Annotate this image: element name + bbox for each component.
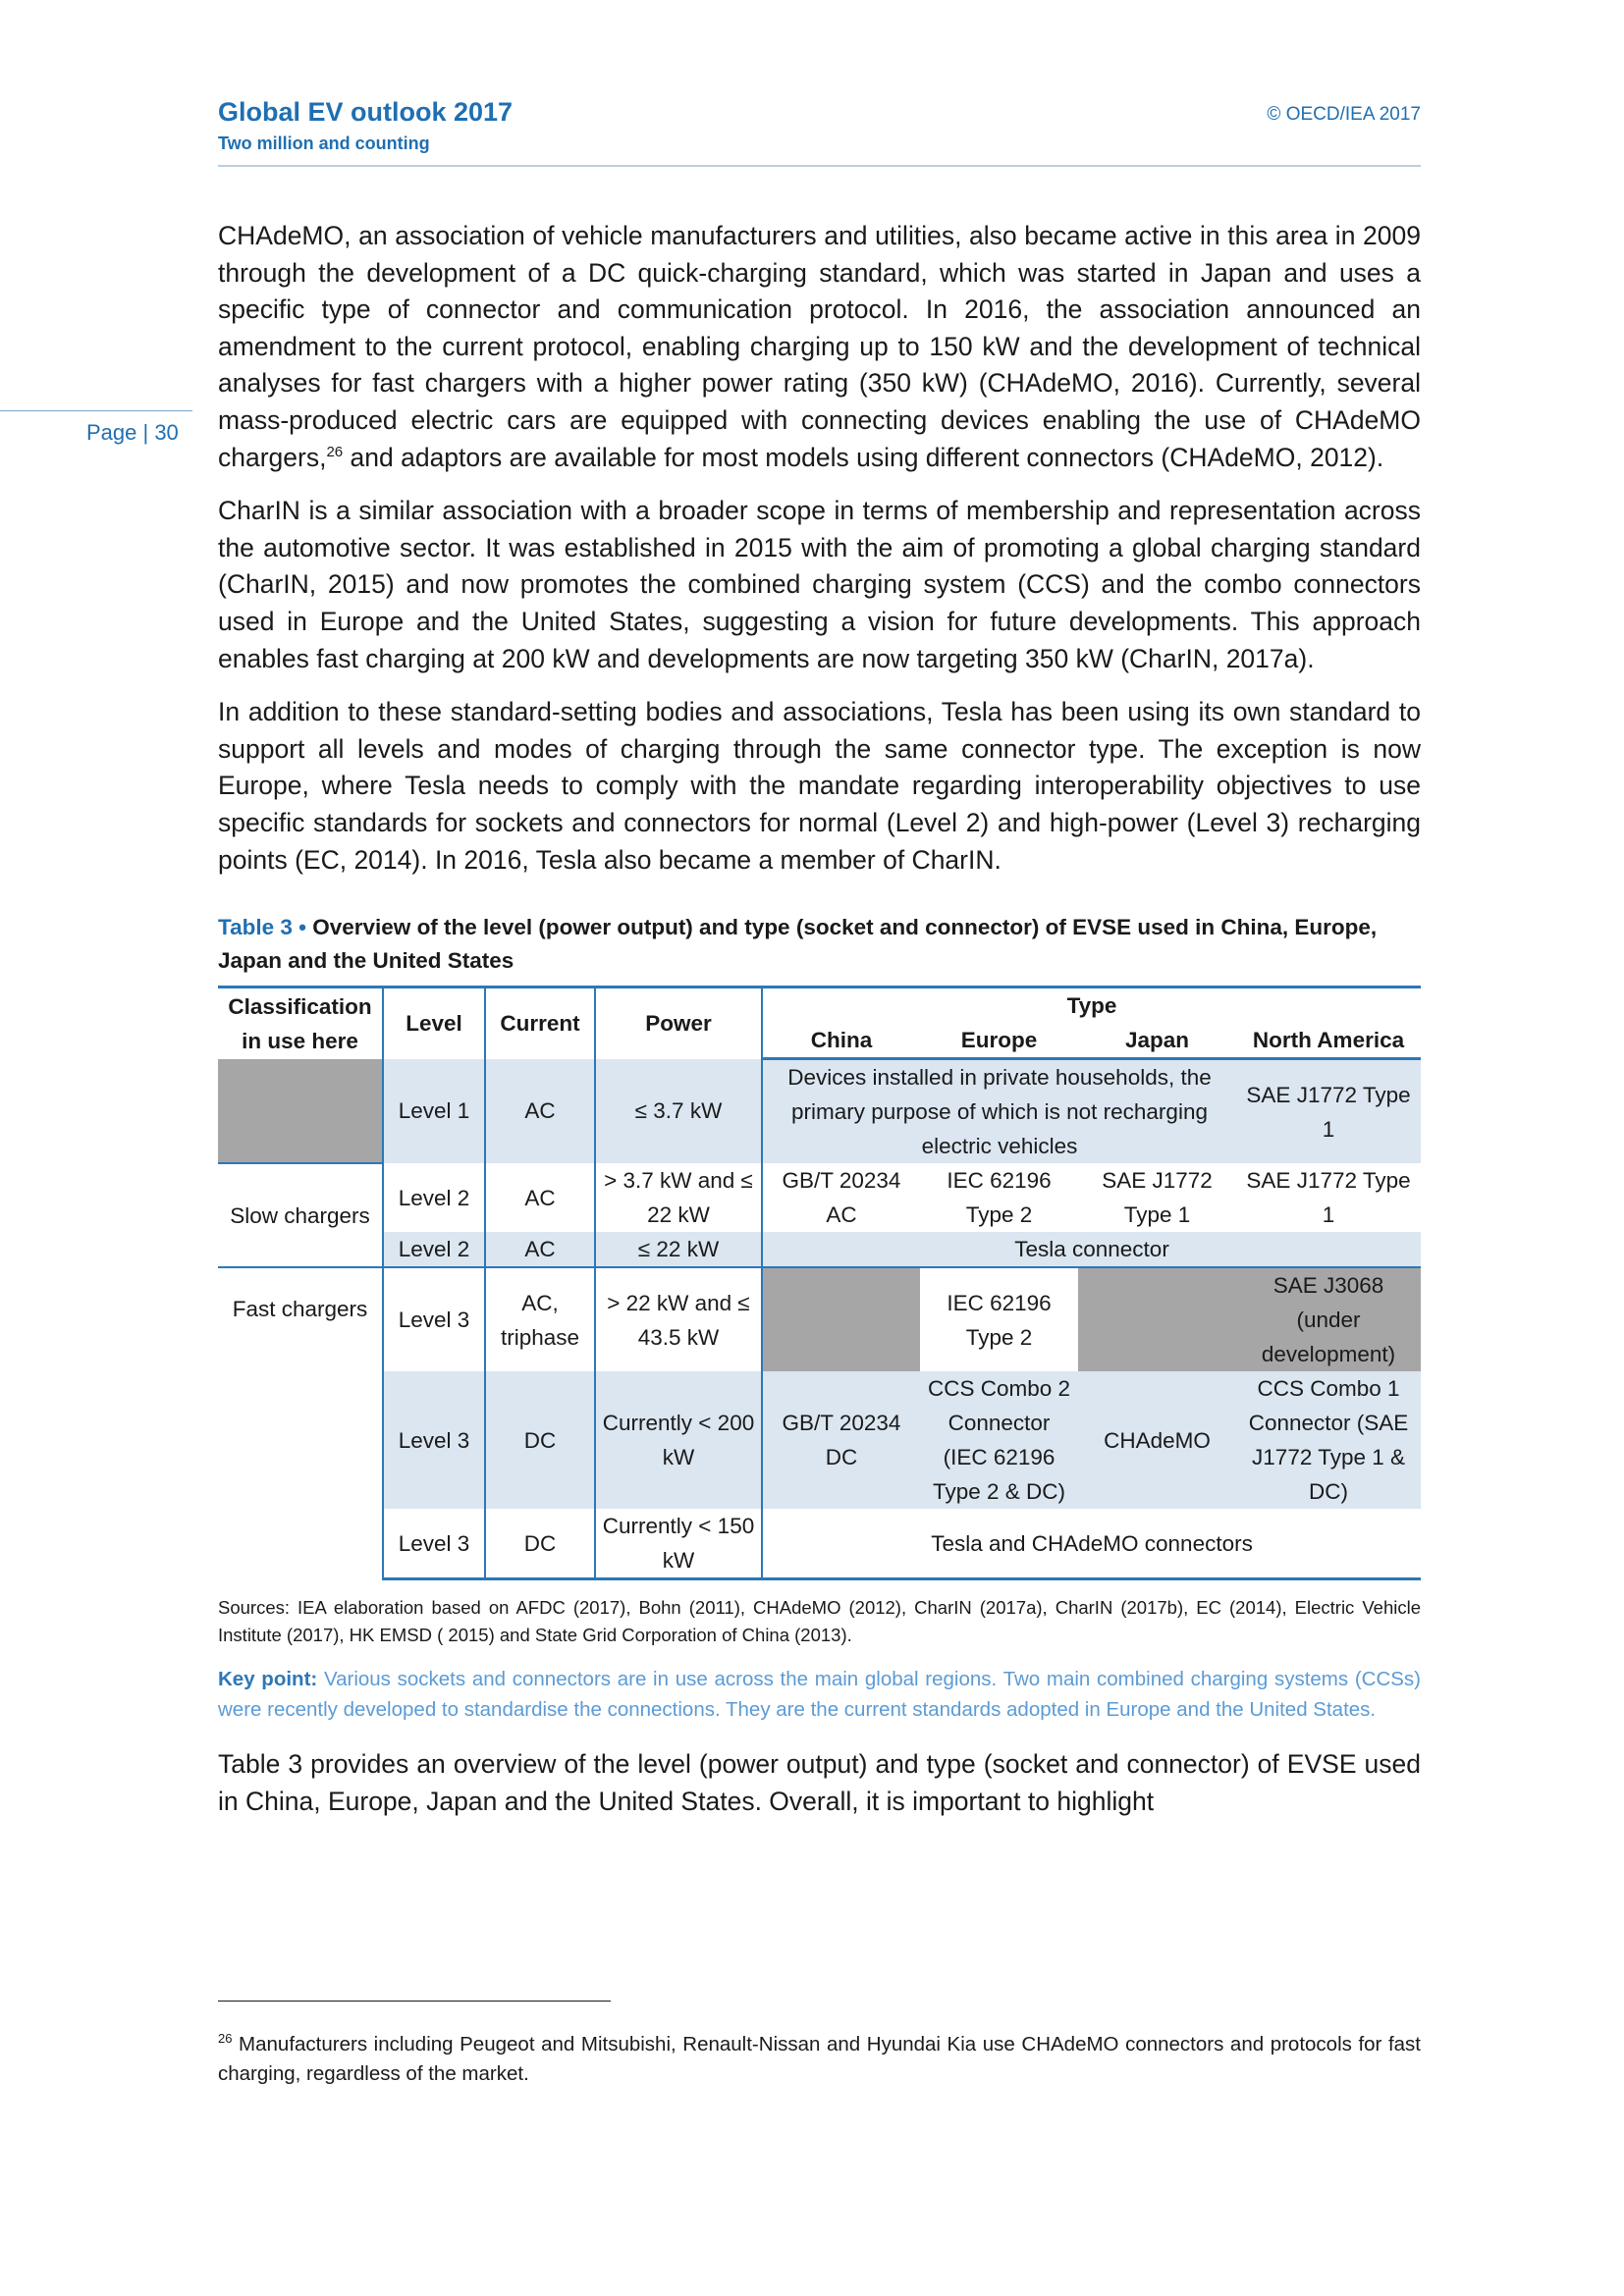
cell-china: GB/T 20234 DC <box>762 1371 920 1509</box>
cell-europe: IEC 62196 Type 2 <box>920 1267 1078 1371</box>
table-caption <box>218 911 1421 978</box>
cell-china: GB/T 20234 AC <box>762 1163 920 1232</box>
report-subtitle: Two million and counting <box>218 133 430 153</box>
header-type: Type <box>762 988 1421 1024</box>
cell-level: Level 1 <box>383 1059 485 1164</box>
header-china: China <box>762 1023 920 1059</box>
paragraph-chademo-text-end: and adaptors are available for most models using different connectors (CHAdeMO, 2012). <box>343 442 1384 472</box>
header-level: Level <box>383 988 485 1059</box>
cell-empty-classification <box>218 1059 383 1164</box>
footnote-number: 26 <box>218 2031 233 2047</box>
report-title: Global EV outlook 2017 <box>218 97 514 127</box>
cell-tesla-chademo: Tesla and CHAdeMO connectors <box>762 1509 1421 1579</box>
table-row-fast-ac <box>218 1267 1421 1371</box>
header-japan: Japan <box>1078 1023 1236 1059</box>
cell-current: AC <box>485 1059 595 1164</box>
table-header-row <box>218 988 1421 1024</box>
cell-japan: CHAdeMO <box>1104 1427 1211 1453</box>
cell-level: Level 3 <box>383 1509 485 1579</box>
cell-level: Level 3 <box>383 1371 485 1509</box>
body-content <box>218 218 1421 1837</box>
footnote-reference[interactable]: 26 <box>326 443 344 460</box>
paragraph-tesla: In addition to these standard-setting bodies and associations, Tesla has been using its own standard to support all levels and modes of charging through the same connector type. The exception is now Europe, where Tesla needs to comply with the mandate regarding interoperability objectives to use specific standards for sockets and connectors for normal (Level 2) and high-power (Level 3) recharging points (EC, 2014). In 2016, Tesla also became a member of CharIN. <box>218 697 1421 875</box>
cell-tesla-connector: Tesla connector <box>762 1232 1421 1267</box>
header-power: Power <box>595 988 762 1059</box>
table-row-slow-level2 <box>218 1163 1421 1232</box>
key-point-label: Key point: <box>218 1668 318 1691</box>
footnote <box>218 2030 1421 2089</box>
paragraph-chademo <box>218 218 1421 476</box>
key-point <box>218 1665 1421 1725</box>
cell-north-america: SAE J1772 Type 1 <box>1246 1168 1411 1228</box>
paragraph-table-overview: Table 3 provides an overview of the level (power output) and type (socket and connector) of EVSE used in China, Europe, Japan and the United States. Overall, it is important to highlight <box>218 1749 1421 1816</box>
paragraph-charin: CharIN is a similar association with a broader scope in terms of membership and representation across the automotive sector. It was established in 2015 with the aim of promoting a global charging standard (CharIN, 2015) and now promotes the combined charging system (CCS) and the combo connectors used in Europe and the United States, suggesting a vision for future developments. This approach enables fast charging at 200 kW and developments are now targeting 350 kW (CharIN, 2017a). <box>218 496 1421 673</box>
cell-current: AC, triphase <box>485 1267 595 1371</box>
page-number: Page | 30 <box>86 420 179 445</box>
footnote-text: Manufacturers including Peugeot and Mitsubishi, Renault-Nissan and Hyundai Kia use CHAdeMO connectors and protocols for fast charging, regardless of the market. <box>218 2033 1421 2085</box>
cell-power: Currently < 200 kW <box>595 1371 762 1509</box>
header-europe: Europe <box>920 1023 1078 1059</box>
cell-level: Level 2 <box>383 1232 485 1267</box>
key-point-text: Various sockets and connectors are in use across the main global regions. Two main combined charging systems (CCSs) were recently developed to standardise the connections. They are the current standards adopted in Europe and the United States. <box>218 1668 1422 1721</box>
header-current: Current <box>485 988 595 1059</box>
cell-north-america: CCS Combo 1 Connector (SAE J1772 Type 1 & DC) <box>1248 1376 1409 1505</box>
cell-power: > 3.7 kW and ≤ 22 kW <box>595 1163 762 1232</box>
cell-current: DC <box>485 1509 595 1579</box>
footnote-divider <box>218 2001 611 2002</box>
cell-type-households: Devices installed in private households, the primary purpose of which is not recharging electric vehicles <box>762 1059 1236 1164</box>
table-row-fast-dc-150 <box>218 1509 1421 1579</box>
cell-japan-empty <box>1078 1267 1236 1371</box>
paragraph-chademo-text: CHAdeMO, an association of vehicle manufacturers and utilities, also became active in this area in 2009 through the development of a DC quick-charging standard, which was started in Japan and uses a specific type of connector and communication protocol. In 2016, the association announced an amendment to the current protocol, enabling charging up to 150 kW and the development of technical analyses for fast chargers with a higher power rating (350 kW) (CHAdeMO, 2016). Currently, several mass-produced electric cars are equipped with connecting devices enabling the use of CHAdeMO chargers, <box>218 221 1421 472</box>
cell-china-empty <box>762 1267 920 1371</box>
cell-power: > 22 kW and ≤ 43.5 kW <box>595 1267 762 1371</box>
table-row-fast-dc-200 <box>218 1371 1421 1509</box>
page-header <box>218 96 1421 154</box>
cell-fast-chargers: Fast chargers <box>218 1267 383 1579</box>
cell-level: Level 3 <box>383 1267 485 1371</box>
cell-europe: CCS Combo 2 Connector (IEC 62196 Type 2 & DC) <box>927 1376 1071 1505</box>
cell-slow-chargers: Slow chargers <box>218 1163 383 1267</box>
cell-north-america: SAE J3068 (under development) <box>1236 1267 1421 1371</box>
cell-current: AC <box>485 1232 595 1267</box>
header-north-america: North America <box>1236 1023 1421 1059</box>
table-caption-text: Overview of the level (power output) and type (socket and connector) of EVSE used in China, Europe, Japan and the United States <box>218 915 1378 974</box>
cell-power: Currently < 150 kW <box>595 1509 762 1579</box>
cell-level: Level 2 <box>383 1163 485 1232</box>
table-row-tesla-level2 <box>218 1232 1421 1267</box>
table-row-level1 <box>218 1059 1421 1164</box>
header-divider <box>218 165 1421 167</box>
cell-current: AC <box>485 1163 595 1232</box>
cell-power: ≤ 22 kW <box>595 1232 762 1267</box>
table-caption-label: Table 3 • <box>218 915 313 940</box>
cell-japan: SAE J1772 Type 1 <box>1102 1168 1213 1228</box>
header-classification: Classification in use here <box>218 988 383 1059</box>
copyright-notice: © OECD/IEA 2017 <box>1267 104 1421 125</box>
cell-north-america: SAE J1772 Type 1 <box>1246 1082 1411 1142</box>
evse-overview-table <box>218 986 1421 1580</box>
cell-power: ≤ 3.7 kW <box>595 1059 762 1164</box>
page-number-rule <box>0 410 192 411</box>
table-sources: Sources: IEA elaboration based on AFDC (2017), Bohn (2011), CHAdeMO (2012), CharIN (2017a), CharIN (2017b), EC (2014), Electric Vehicle Institute (2017), HK EMSD ( 2015) and State Grid Corporation of China (2013). <box>218 1597 1421 1646</box>
cell-current: DC <box>485 1371 595 1509</box>
cell-europe: IEC 62196 Type 2 <box>947 1168 1052 1228</box>
